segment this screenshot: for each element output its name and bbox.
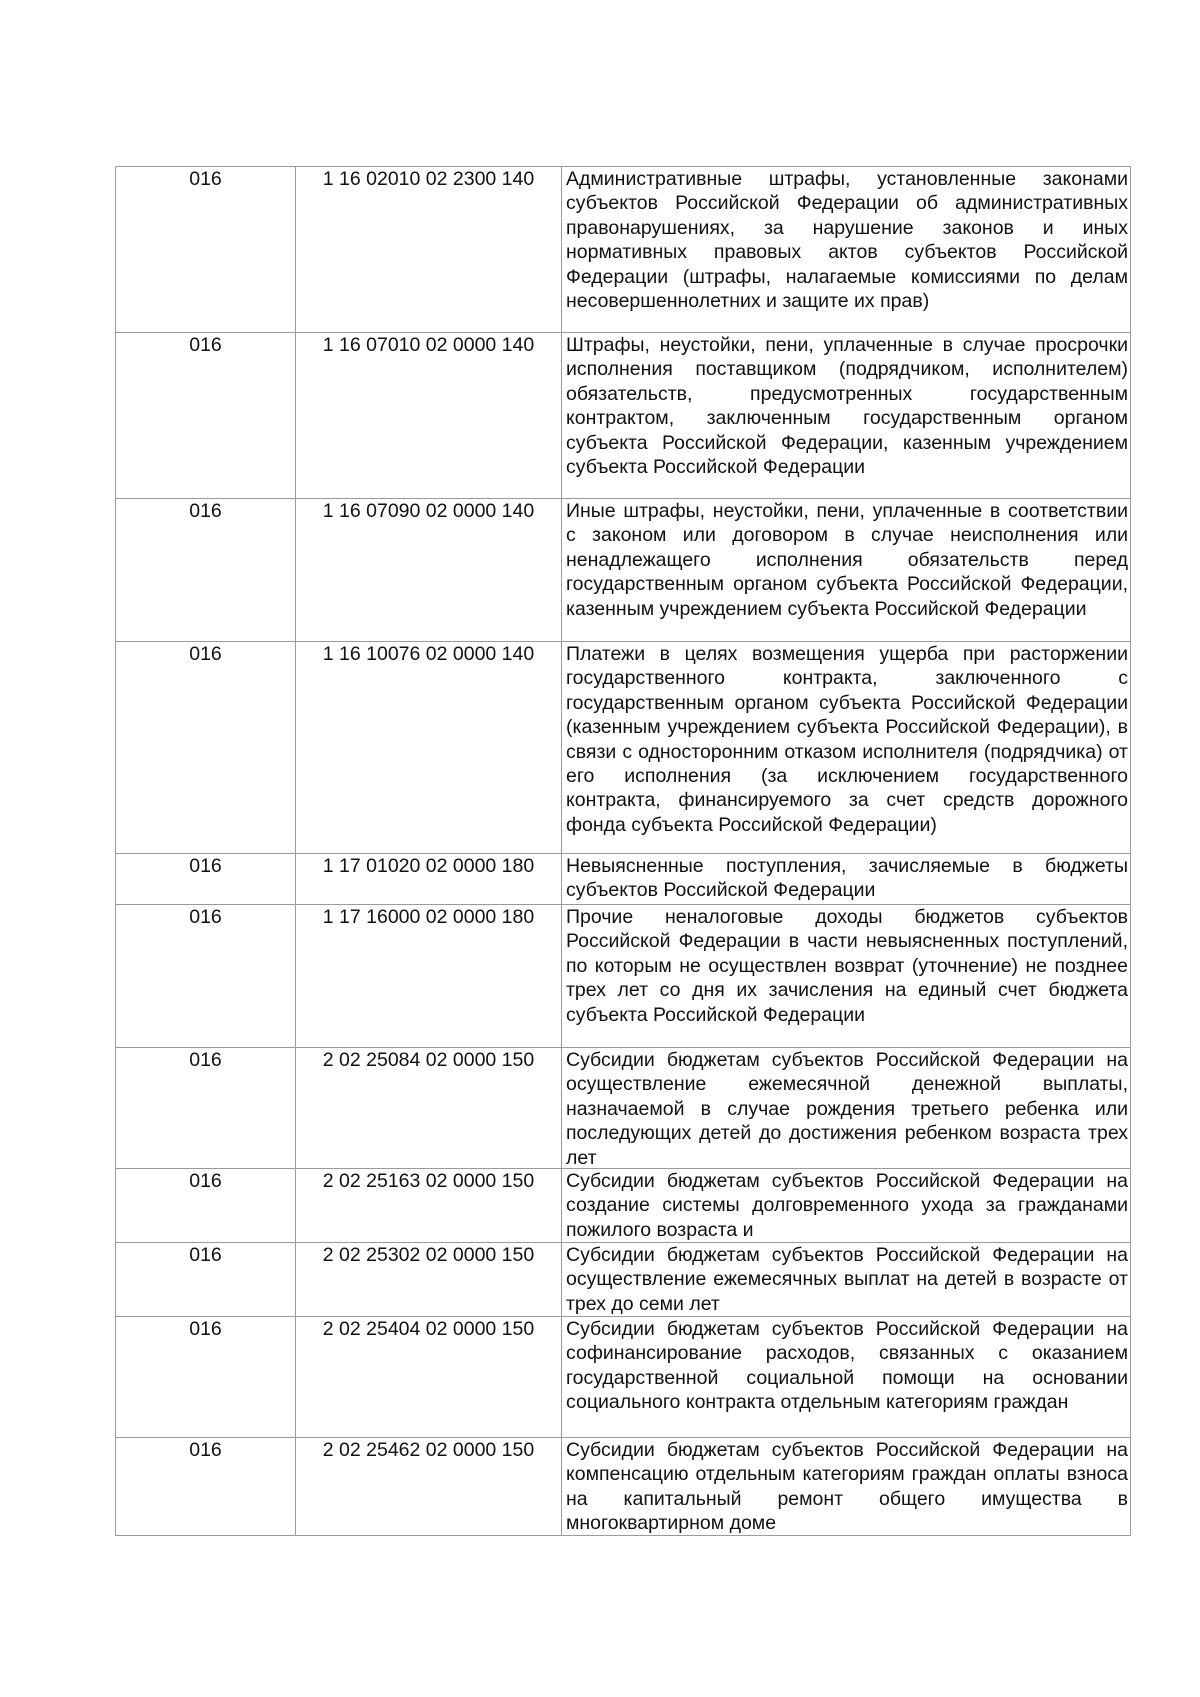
budget-code-cell: 2 02 25084 02 0000 150: [296, 1048, 562, 1169]
description-text: Административные штрафы, установленные законами субъектов Российской Федерации об административных правонарушениях, за нарушение законов и иных нормативных правовых актов субъектов Российской Федерации (штрафы, налагаемые комиссиями по делам несовершеннолетних и защите их прав): [566, 168, 1128, 313]
budget-code-cell: 1 17 01020 02 0000 180: [296, 854, 562, 905]
admin-code-cell: 016: [116, 905, 296, 1048]
description-cell: [562, 1048, 1131, 1169]
admin-code-cell: 016: [116, 642, 296, 854]
description-text: Штрафы, неустойки, пени, уплаченные в случае просрочки исполнения поставщиком (подрядчиком, исполнителем) обязательств, предусмотренных государственным контрактом, заключенным государственным органом субъекта Российской Федерации, казенным учреждением субъекта Российской Федерации: [566, 334, 1128, 479]
admin-code-cell: 016: [116, 499, 296, 642]
budget-code-cell: 2 02 25462 02 0000 150: [296, 1438, 562, 1536]
table-row: [116, 1169, 1131, 1243]
admin-code-cell: 016: [116, 1438, 296, 1536]
description-cell: [562, 642, 1131, 854]
description-cell: [562, 1438, 1131, 1536]
table-row: [116, 642, 1131, 854]
budget-code-cell: 1 16 10076 02 0000 140: [296, 642, 562, 854]
budget-code-cell: 1 16 07090 02 0000 140: [296, 499, 562, 642]
description-cell: [562, 333, 1131, 499]
budget-code-cell: 1 17 16000 02 0000 180: [296, 905, 562, 1048]
description-cell: [562, 1317, 1131, 1438]
description-text: Невыясненные поступления, зачисляемые в бюджеты субъектов Российской Федерации: [566, 855, 1128, 902]
description-text: Субсидии бюджетам субъектов Российской Федерации на осуществление ежемесячных выплат на детей в возрасте от трех до семи лет: [566, 1244, 1128, 1315]
table-row: [116, 499, 1131, 642]
description-text: Платежи в целях возмещения ущерба при расторжении государственного контракта, заключенного с государственным органом субъекта Российской Федерации (казенным учреждением субъекта Российской Федерации), в связи с односторонним отказом исполнителя (подрядчика) от его исполнения (за исключением государственного контракта, финансируемого за счет средств дорожного фонда субъекта Российской Федерации): [566, 643, 1128, 836]
budget-code-cell: 2 02 25404 02 0000 150: [296, 1317, 562, 1438]
table-row: [116, 1317, 1131, 1438]
table-row: [116, 854, 1131, 905]
admin-code-cell: 016: [116, 333, 296, 499]
description-text: Субсидии бюджетам субъектов Российской Федерации на создание системы долговременного ухода за гражданами пожилого возраста и: [566, 1170, 1128, 1241]
budget-code-cell: 1 16 07010 02 0000 140: [296, 333, 562, 499]
description-text: Прочие неналоговые доходы бюджетов субъектов Российской Федерации в части невыясненных поступлений, по которым не осуществлен возврат (уточнение) не позднее трех лет со дня их зачисления на единый счет бюджета субъекта Российской Федерации: [566, 906, 1128, 1026]
table-row: [116, 1438, 1131, 1536]
description-text: Субсидии бюджетам субъектов Российской Федерации на осуществление ежемесячной денежной выплаты, назначаемой в случае рождения третьего ребенка или последующих детей до достижения ребенком возраста трех лет: [566, 1049, 1128, 1168]
description-cell: [562, 499, 1131, 642]
description-cell: [562, 854, 1131, 905]
admin-code-cell: 016: [116, 167, 296, 333]
budget-codes-table: [115, 166, 1131, 1536]
table-row: [116, 167, 1131, 333]
description-cell: [562, 905, 1131, 1048]
admin-code-cell: 016: [116, 1048, 296, 1169]
table-row: [116, 333, 1131, 499]
budget-code-cell: 2 02 25163 02 0000 150: [296, 1169, 562, 1243]
description-text: Субсидии бюджетам субъектов Российской Федерации на софинансирование расходов, связанных с оказанием государственной социальной помощи на основании социального контракта отдельным категориям граждан: [566, 1318, 1128, 1414]
table-row: [116, 1048, 1131, 1169]
description-text: Иные штрафы, неустойки, пени, уплаченные в соответствии с законом или договором в случае неисполнения или ненадлежащего исполнения обязательств перед государственным органом субъекта Российской Федерации, казенным учреждением субъекта Российской Федерации: [566, 500, 1128, 620]
description-cell: [562, 1169, 1131, 1243]
admin-code-cell: 016: [116, 854, 296, 905]
admin-code-cell: 016: [116, 1243, 296, 1317]
description-text: Субсидии бюджетам субъектов Российской Федерации на компенсацию отдельным категориям граждан оплаты взноса на капитальный ремонт общего имущества в многоквартирном доме: [566, 1439, 1128, 1535]
table-row: [116, 905, 1131, 1048]
admin-code-cell: 016: [116, 1169, 296, 1243]
budget-code-cell: 1 16 02010 02 2300 140: [296, 167, 562, 333]
table-row: [116, 1243, 1131, 1317]
admin-code-cell: 016: [116, 1317, 296, 1438]
description-cell: [562, 167, 1131, 333]
budget-code-cell: 2 02 25302 02 0000 150: [296, 1243, 562, 1317]
description-cell: [562, 1243, 1131, 1317]
